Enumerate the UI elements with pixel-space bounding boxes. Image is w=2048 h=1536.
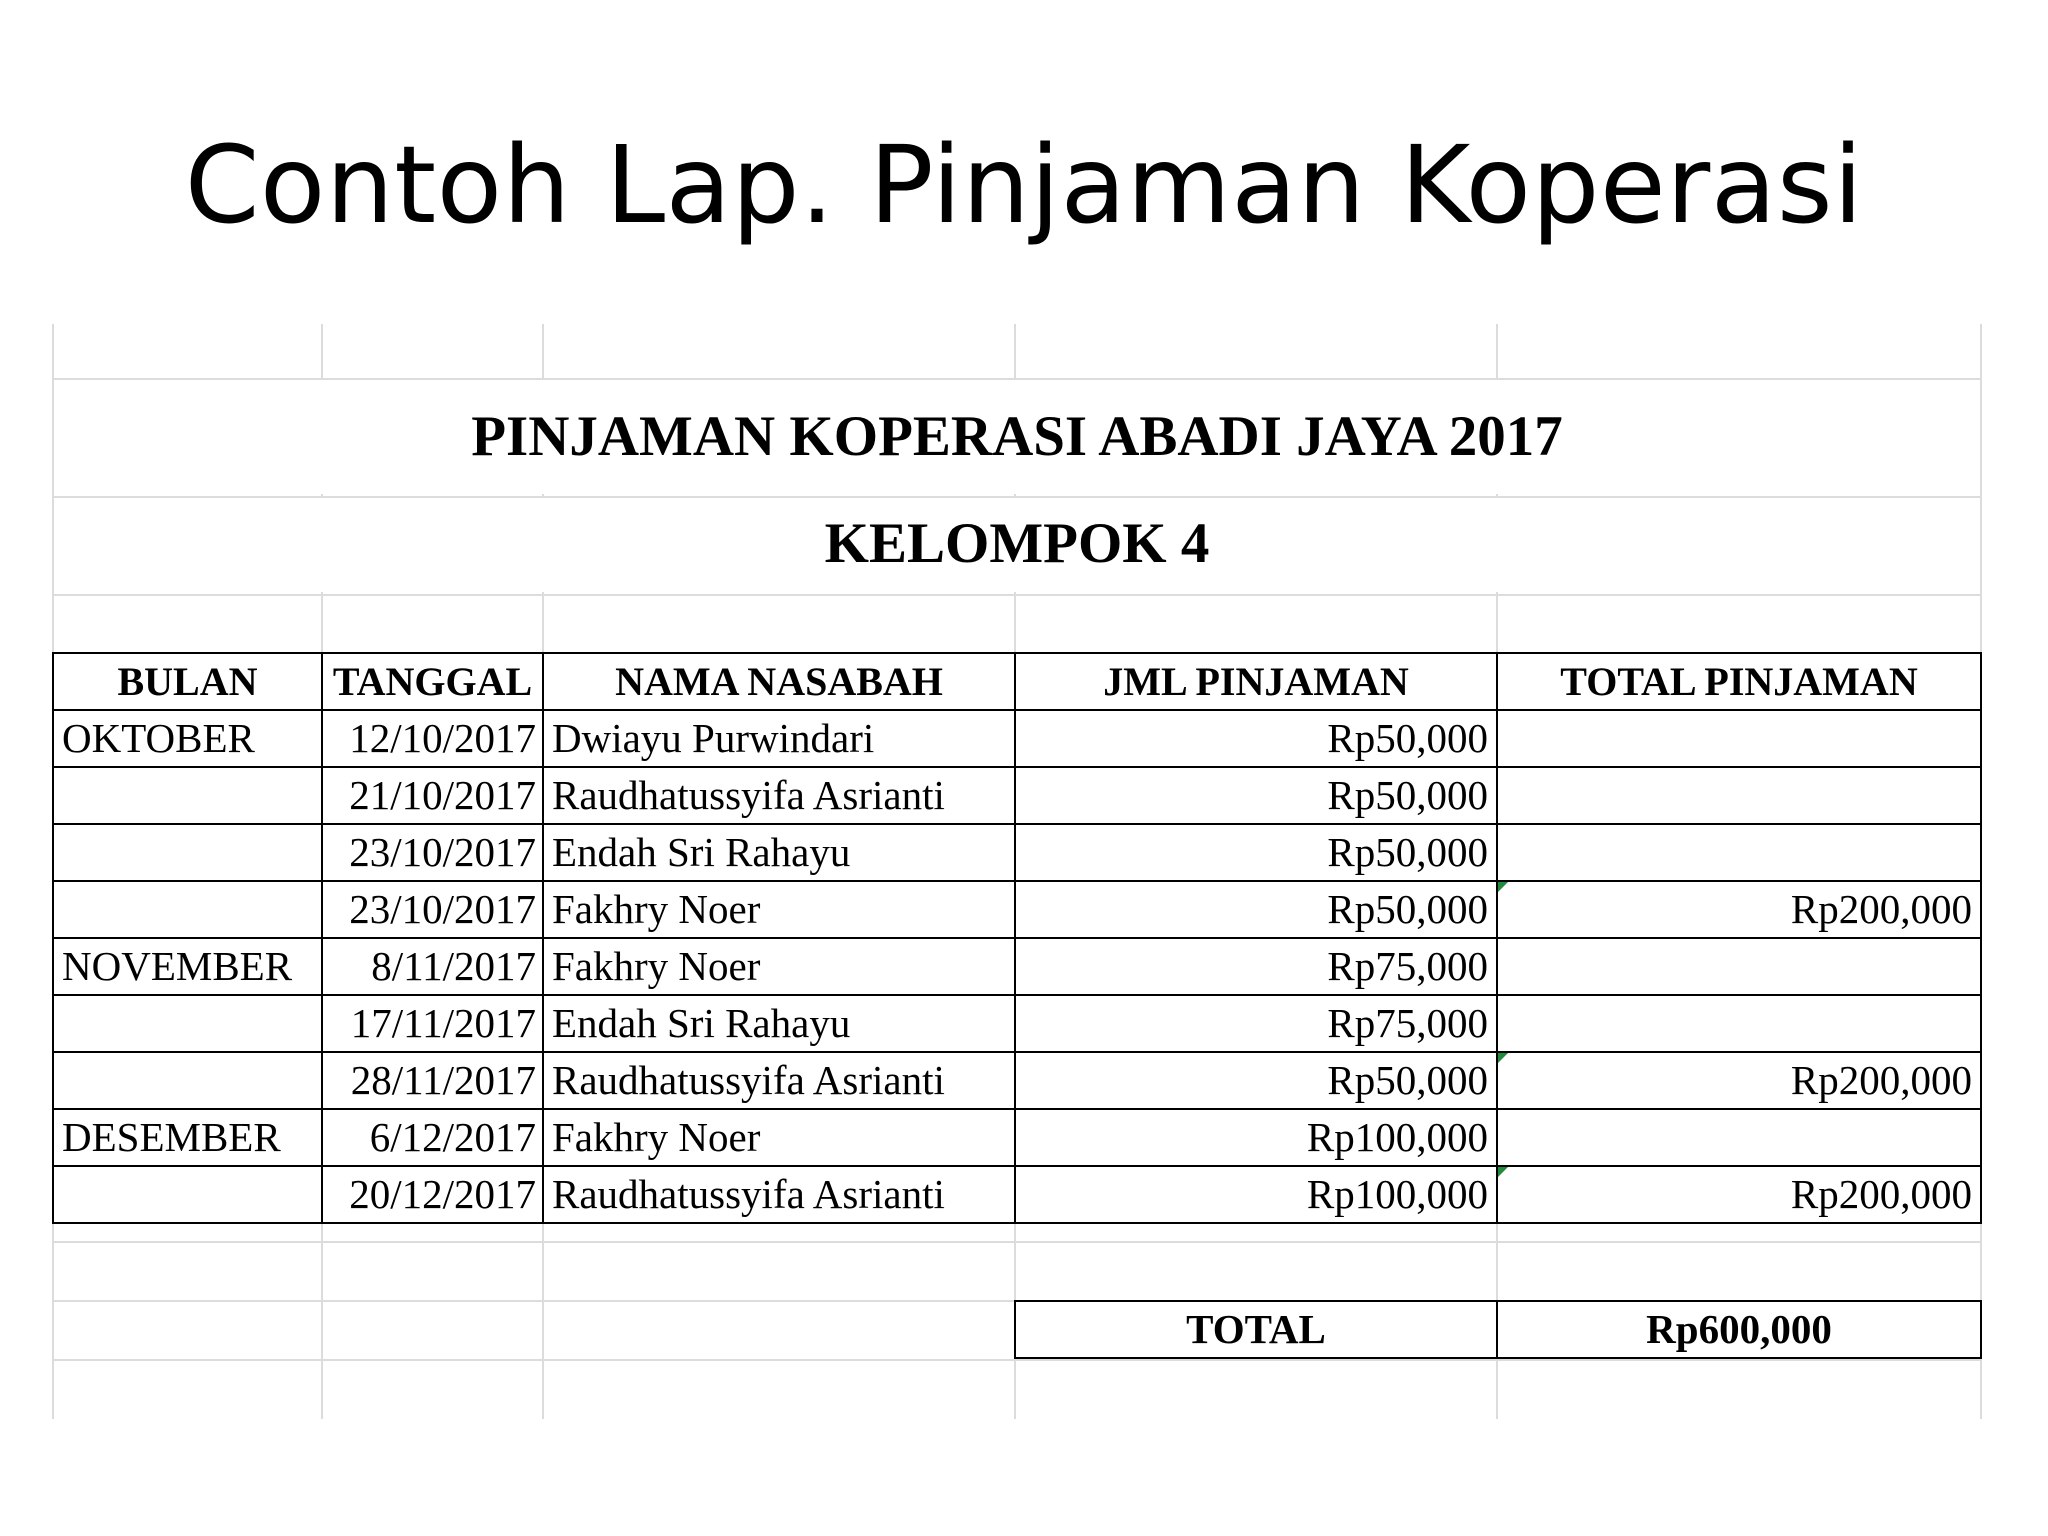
grand-total-value: Rp600,000 [1497, 1301, 1981, 1358]
slide-title: Contoh Lap. Pinjaman Koperasi [184, 124, 1864, 248]
table-row [53, 1166, 1981, 1223]
cell-name: Fakhry Noer [543, 881, 1015, 938]
cell-amount: Rp100,000 [1015, 1109, 1497, 1166]
cell-amount: Rp50,000 [1015, 824, 1497, 881]
cell-amount: Rp50,000 [1015, 881, 1497, 938]
cell-total [1497, 710, 1981, 767]
header-total-pinjaman: TOTAL PINJAMAN [1497, 653, 1981, 710]
cell-name: Fakhry Noer [543, 938, 1015, 995]
cell-name: Raudhatussyifa Asrianti [543, 1052, 1015, 1109]
spreadsheet [52, 324, 1982, 1419]
cell-month [53, 1166, 322, 1223]
cell-date: 21/10/2017 [322, 767, 543, 824]
cell-month [53, 824, 322, 881]
cell-date: 23/10/2017 [322, 881, 543, 938]
report-title: PINJAMAN KOPERASI ABADI JAYA 2017 [471, 405, 1563, 468]
cell-amount: Rp50,000 [1015, 710, 1497, 767]
table-row [53, 767, 1981, 824]
table-row [53, 881, 1981, 938]
cell-amount: Rp50,000 [1015, 1052, 1497, 1109]
cell-total: Rp200,000 [1497, 1052, 1981, 1109]
grand-total-row [1015, 1301, 1981, 1358]
table-row [53, 824, 1981, 881]
gridline-row [52, 594, 1982, 596]
cell-date: 17/11/2017 [322, 995, 543, 1052]
gridline-row [52, 1359, 1982, 1361]
header-row [53, 653, 1981, 710]
cell-month: NOVEMBER [53, 938, 322, 995]
cell-month [53, 1052, 322, 1109]
cell-amount: Rp100,000 [1015, 1166, 1497, 1223]
table-row [53, 710, 1981, 767]
cell-name: Dwiayu Purwindari [543, 710, 1015, 767]
cell-month [53, 881, 322, 938]
header-tanggal: TANGGAL [322, 653, 543, 710]
cell-name: Raudhatussyifa Asrianti [543, 767, 1015, 824]
table-row [53, 938, 1981, 995]
cell-total: Rp200,000 [1497, 1166, 1981, 1223]
cell-total [1497, 824, 1981, 881]
cell-name: Fakhry Noer [543, 1109, 1015, 1166]
cell-month [53, 995, 322, 1052]
cell-name: Endah Sri Rahayu [543, 824, 1015, 881]
cell-amount: Rp50,000 [1015, 767, 1497, 824]
cell-amount: Rp75,000 [1015, 995, 1497, 1052]
report-subtitle: KELOMPOK 4 [824, 512, 1210, 575]
grand-total-table [1014, 1300, 1982, 1359]
table-row [53, 1109, 1981, 1166]
cell-date: 28/11/2017 [322, 1052, 543, 1109]
cell-date: 8/11/2017 [322, 938, 543, 995]
cell-month: DESEMBER [53, 1109, 322, 1166]
table-row [53, 995, 1981, 1052]
cell-name: Raudhatussyifa Asrianti [543, 1166, 1015, 1223]
cell-name: Endah Sri Rahayu [543, 995, 1015, 1052]
cell-date: 20/12/2017 [322, 1166, 543, 1223]
grand-total-label: TOTAL [1015, 1301, 1497, 1358]
cell-total [1497, 938, 1981, 995]
cell-total [1497, 1109, 1981, 1166]
cell-total [1497, 995, 1981, 1052]
gridline-row [52, 1241, 1982, 1243]
loan-table [52, 652, 1982, 1224]
cell-date: 6/12/2017 [322, 1109, 543, 1166]
cell-total [1497, 767, 1981, 824]
cell-month [53, 767, 322, 824]
cell-month: OKTOBER [53, 710, 322, 767]
header-nama-nasabah: NAMA NASABAH [543, 653, 1015, 710]
cell-amount: Rp75,000 [1015, 938, 1497, 995]
header-jml-pinjaman: JML PINJAMAN [1015, 653, 1497, 710]
cell-total: Rp200,000 [1497, 881, 1981, 938]
header-bulan: BULAN [53, 653, 322, 710]
table-row [53, 1052, 1981, 1109]
cell-date: 23/10/2017 [322, 824, 543, 881]
cell-date: 12/10/2017 [322, 710, 543, 767]
